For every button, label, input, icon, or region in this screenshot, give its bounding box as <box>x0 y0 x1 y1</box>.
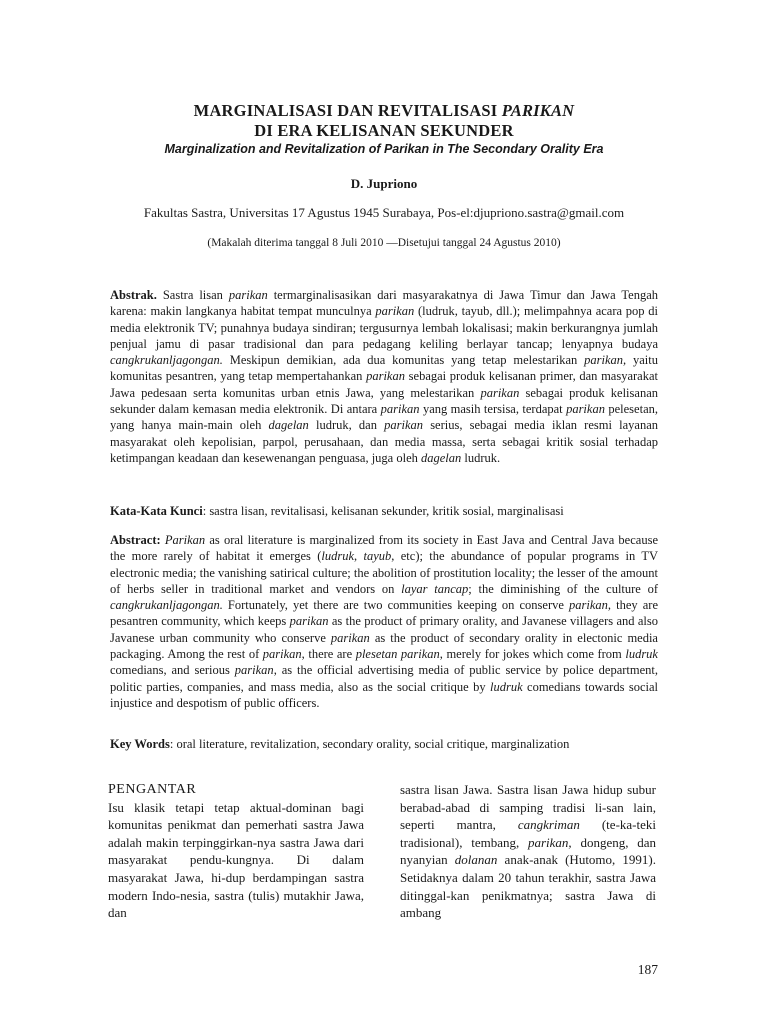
author-name: D. Jupriono <box>350 176 418 191</box>
english-title: Marginalization and Revitalization of Parikan in The Secondary Orality Era <box>164 142 604 156</box>
body-column-left <box>108 781 364 922</box>
page-number: 187 <box>637 962 658 977</box>
title-prefix: MARGINALISASI DAN REVITALISASI <box>193 101 502 120</box>
abstract-indonesian: Abstrak. Sastra lisan parikan termarginalisasikan dari masyarakatnya di Jawa Timur dan Jawa Tengah karena: makin langkanya habitat tempat munculnya parikan (ludruk, tayub, dll.); melimpahnya acara pop di media elektronik TV; punahnya budaya sindiran; tergusurnya lembah lokalisasi; makin berkurangnya jumlah penjual jamu di pasar tradisional dan para pedagang keliling berlayar tancap; lenyapnya budaya cangkrukanljagongan. Meskipun demikian, ada dua komunitas yang tetap melestarikan parikan, yaitu komunitas pesantren, yang tetap mempertahankan parikan sebagai produk kelisanan primer, dan masyarakat Jawa pedesaan serta komunitas urban etnis Jawa, yang melestarikan parikan sebagai produk kelisanan sekunder dalam kemasan media elektronik. Di antara parikan yang masih tersisa, terdapat parikan pelesetan, yang hanya main-main oleh dagelan ludruk, dan parikan serius, sebagai media iklan resmi layanan masyarakat oleh kepolisian, parpol, perusahaan, dan media massa, serta sebagai kritik sosial terhadap ketimpangan keadaan dan kesewenangan penguasa, juga oleh dagelan ludruk. <box>110 288 659 465</box>
body-paragraph-left: Isu klasik tetapi tetap aktual-dominan bagi komunitas penikmat dan pemerhati sastra Jawa adalah makin terpinggirkan-nya sastra Jawa dari masyarakat pendu-kungnya. Di dalam masyarakat Jawa, hi-dup berdampingan sastra modern Indo-nesia, sastra (tulis) mutakhir Jawa, dan <box>108 799 364 921</box>
abstract-english: Abstract: Parikan as oral literature is marginalized from its society in East Java and Central Java because the more rarely of habitat it emerges (ludruk, tayub, etc); the abundance of popular programs in TV electronic media; the vanishing satirical culture; the abolition of prostitution locality; the lesser of the amount of herbs seller in traditional market and vendors on layar tancap; the diminishing of the culture of cangkrukanljagongan. Fortunately, yet there are two communities keeping on conserve parikan, they are pesantren community, which keeps parikan as the product of primary orality, and Javanese villagers and also Javanese urban community who conserve parikan as the product of secondary orality in electonic media packaging. Among the rest of parikan, there are plesetan parikan, merely for jokes which come from ludruk comedians, and serious parikan, as the official advertising media of public service by police department, politic parties, companies, and mass media, also as the social critique by ludruk comedians towards social injustice and despotism of public officers. <box>110 533 659 710</box>
keywords-en-label: Key Words <box>110 737 170 751</box>
keywords-english: Key Words: oral literature, revitalization, secondary orality, social critique, marginalization <box>110 737 570 751</box>
keywords-indonesian: Kata-Kata Kunci: sastra lisan, revitalisasi, kelisanan sekunder, kritik sosial, marginalisasi <box>110 504 564 518</box>
title-italic-word: PARIKAN <box>501 101 575 120</box>
abstract-label: Abstrak. <box>110 288 157 302</box>
section-heading: PENGANTAR <box>108 782 197 797</box>
title-line-1 <box>80 101 688 121</box>
submission-dates: (Makalah diterima tanggal 8 Juli 2010 —Disetujui tanggal 24 Agustus 2010) <box>207 237 561 249</box>
author-affiliation: Fakultas Sastra, Universitas 17 Agustus 1945 Surabaya, Pos-el:djupriono.sastra@gmail.com <box>143 205 625 220</box>
body-column-right: sastra lisan Jawa. Sastra lisan Jawa hidup subur berabad-abad di samping tradisi li-san lain, seperti mantra, cangkriman (te-ka-teki tradisional), tembang, parikan, dongeng, dan nyanyian dolanan anak-anak (Hutomo, 1991). Setidaknya dalam 20 tahun terakhir, sastra Jawa ditinggal-kan penikmatnya; sastra Jawa di ambang <box>400 782 656 921</box>
keywords-label: Kata-Kata Kunci <box>110 504 203 518</box>
title-line-2: DI ERA KELISANAN SEKUNDER <box>254 121 514 140</box>
abstract-en-label: Abstract: <box>110 533 161 547</box>
